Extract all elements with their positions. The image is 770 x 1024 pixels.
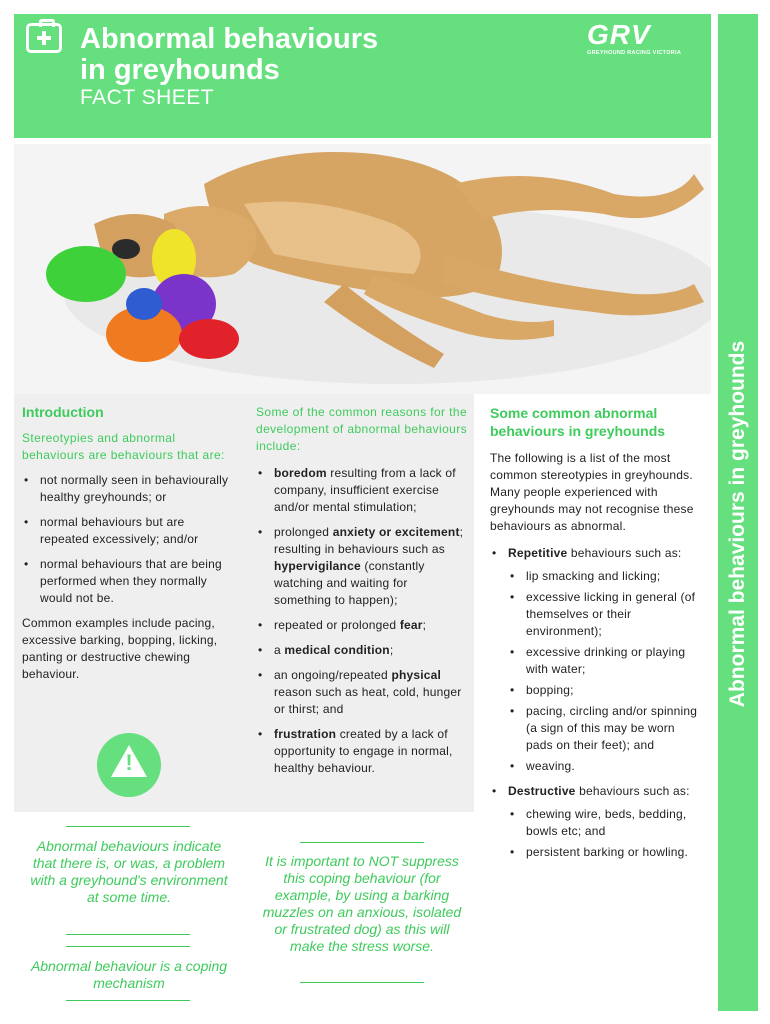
intro-bullet-list: [22, 472, 232, 607]
destructive-list: [508, 806, 702, 861]
reason-text: ;: [389, 643, 394, 657]
quote-rule: [300, 842, 424, 843]
photo-illustration: [14, 144, 711, 394]
reason-bold: fear: [399, 618, 423, 632]
repetitive-item: • pacing, circling and/or spinning (a sign of this may be worn pads on their feet); and: [508, 703, 702, 754]
title-line-2: in greyhounds: [80, 54, 280, 86]
repetitive-list: [508, 568, 702, 775]
reason-text: ;: [422, 618, 427, 632]
logo-subtext: GREYHOUND RACING VICTORIA: [587, 50, 682, 56]
reason-text: reason such as heat, cold, hunger or thirst; and: [274, 685, 462, 716]
intro-bullet: • not normally seen in behaviourally healthy greyhounds; or: [22, 472, 232, 506]
destructive-item: • chewing wire, beds, bedding, bowls etc; and: [508, 806, 702, 840]
reason-item: [256, 667, 468, 718]
warning-symbol: !: [125, 750, 133, 775]
quote-coping: Abnormal behaviour is a coping mechanism: [30, 958, 228, 991]
behaviour-category-list: [490, 545, 702, 861]
reason-item: [256, 726, 468, 777]
reasons-list: [256, 465, 468, 777]
intro-heading: Introduction: [22, 404, 104, 420]
reason-text: prolonged: [274, 525, 333, 539]
logo-mark: GRV: [587, 19, 651, 50]
intro-section: [22, 404, 232, 683]
reason-text: created by a lack of opportunity to engage in normal, healthy behaviour.: [274, 727, 453, 775]
vertical-sidebar: [718, 14, 758, 1011]
header-banner: [14, 14, 711, 138]
category-bold: Repetitive: [508, 546, 568, 560]
grv-logo: [587, 20, 697, 56]
intro-lead: Stereotypies and abnormal behaviours are behaviours that are:: [22, 431, 225, 462]
reason-text: a: [274, 643, 285, 657]
reason-item: [256, 617, 468, 634]
reason-text: repeated or prolonged: [274, 618, 400, 632]
reason-text: ; resulting in behaviours such as: [274, 525, 464, 556]
destructive-category: [490, 783, 702, 861]
reason-bold: physical: [391, 668, 442, 682]
quote-rule: [66, 946, 190, 947]
intro-bullet: • normal behaviours but are repeated excessively; and/or: [22, 514, 232, 548]
first-aid-kit-icon: [26, 23, 62, 53]
reasons-lead: Some of the common reasons for the development of abnormal behaviours include:: [256, 405, 468, 453]
reason-item: [256, 524, 468, 609]
quote-rule: [300, 982, 424, 983]
greyhound-with-toy-photo: [14, 144, 711, 394]
reason-bold: anxiety or excitement: [332, 525, 460, 539]
reason-item: [256, 465, 468, 516]
quote-suppress: It is important to NOT suppress this coping behaviour (for example, by using a barking muzzles on an anxious, isolated or frustrated dog) as this will make the stress worse.: [262, 853, 462, 954]
reasons-section: [256, 404, 468, 777]
common-intro: The following is a list of the most common stereotypies in greyhounds. Many people experienced with greyhounds may not recognise these behaviours as abnormal.: [490, 451, 694, 533]
quote-rule: [66, 934, 190, 935]
repetitive-item: • excessive drinking or playing with water;: [508, 644, 702, 678]
repetitive-item: • excessive licking in general (of themselves or their environment);: [508, 589, 702, 640]
category-text: behaviours such as:: [575, 784, 690, 798]
reason-text: resulting from a lack of company, insufficient exercise and/or mental stimulation;: [274, 466, 456, 514]
reason-bold: hypervigilance: [274, 559, 361, 573]
common-heading: Some common abnormal behaviours in greyhounds: [490, 405, 666, 439]
quote-rule: [66, 826, 190, 827]
reason-text: (constantly watching and waiting for something to happen);: [274, 559, 425, 607]
sidebar-title: Abnormal behaviours in greyhounds: [726, 340, 749, 708]
common-behaviours-section: [490, 404, 702, 861]
repetitive-item: • weaving.: [508, 758, 702, 775]
intro-bullet: • normal behaviours that are being performed when they normally would not be.: [22, 556, 232, 607]
quote-rule: [66, 1000, 190, 1001]
page-subtitle: FACT SHEET: [80, 86, 215, 109]
repetitive-item: • lip smacking and licking;: [508, 568, 702, 585]
title-line-1: Abnormal behaviours: [80, 23, 379, 55]
category-text: behaviours such as:: [567, 546, 682, 560]
repetitive-category: [490, 545, 702, 775]
warning-icon: [97, 733, 161, 797]
category-bold: Destructive: [508, 784, 576, 798]
reason-bold: boredom: [274, 466, 327, 480]
destructive-item: • persistent barking or howling.: [508, 844, 702, 861]
reason-text: an ongoing/repeated: [274, 668, 392, 682]
repetitive-item: • bopping;: [508, 682, 702, 699]
reason-item: [256, 642, 468, 659]
intro-examples: Common examples include pacing, excessive barking, bopping, licking, panting or destructive chewing behaviour.: [22, 616, 218, 681]
reason-bold: medical condition: [284, 643, 390, 657]
reason-bold: frustration: [274, 727, 337, 741]
quote-environment: Abnormal behaviours indicate that there is, or was, a problem with a greyhound's environment at some time.: [30, 838, 228, 905]
page-title: [80, 24, 480, 86]
